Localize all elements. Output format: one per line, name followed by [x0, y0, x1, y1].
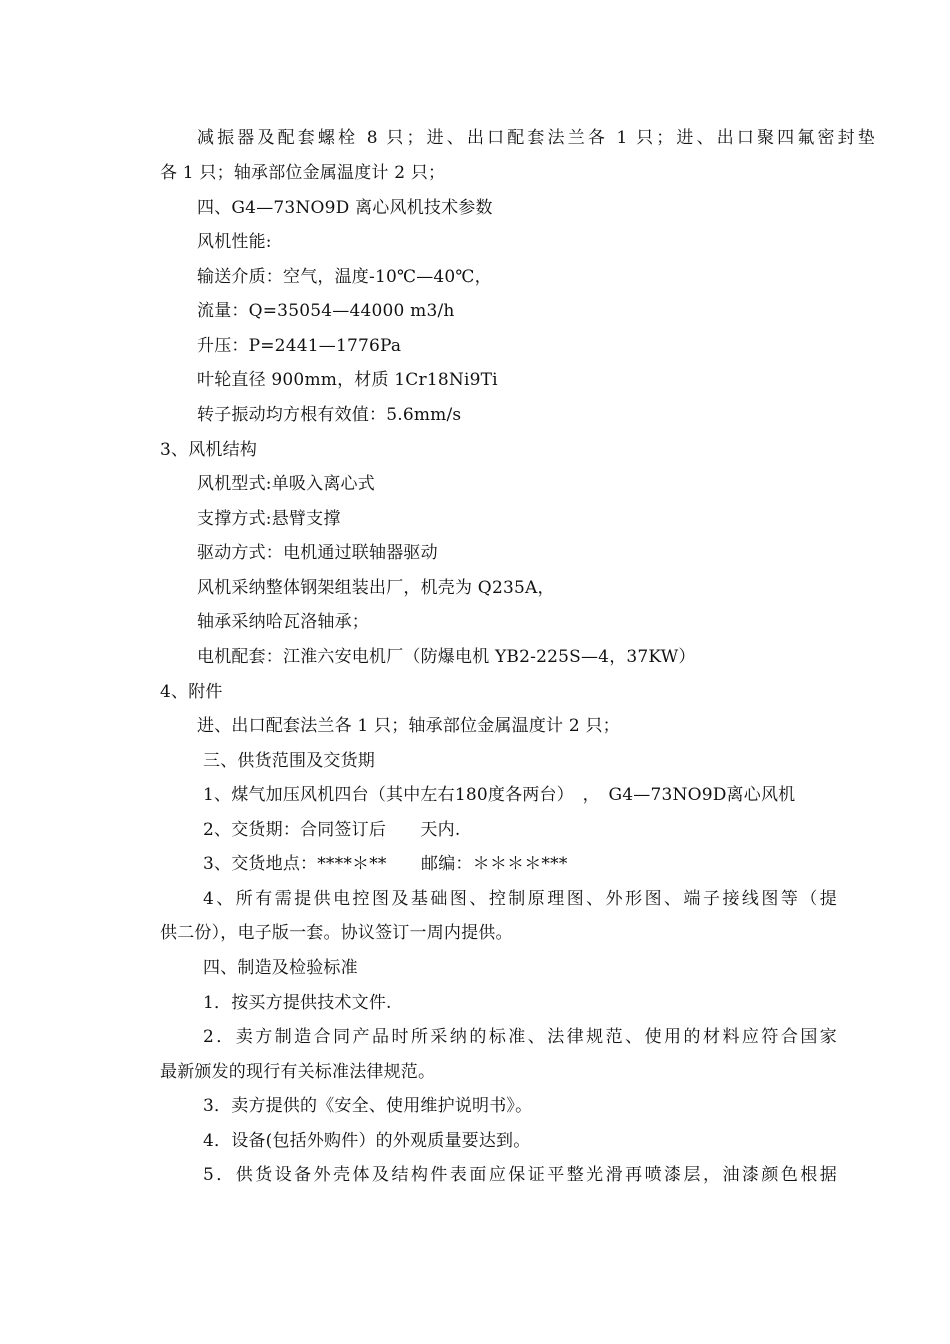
- text-line: 1．按买方提供技术文件.: [203, 993, 392, 1013]
- text-line: 最新颁发的现行有关标准法律规范。: [160, 1062, 436, 1082]
- text-line: 1、煤气加压风机四台（其中左右180度各两台） ， G4—73NO9D离心风机: [203, 785, 796, 805]
- text-line: 风机采纳整体钢架组装出厂，机壳为 Q235A，: [197, 578, 555, 598]
- text-line: 风机型式:单吸入离心式: [197, 474, 375, 494]
- text-line: 5．供货设备外壳体及结构件表面应保证平整光滑再喷漆层，油漆颜色根据: [203, 1165, 837, 1185]
- text-line: 进、出口配套法兰各 1 只；轴承部位金属温度计 2 只；: [197, 716, 620, 736]
- text-line: 驱动方式：电机通过联轴器驱动: [197, 543, 438, 563]
- section-heading: 3、风机结构: [160, 440, 258, 460]
- section-heading: 四、G4—73NO9D 离心风机技术参数: [197, 198, 493, 218]
- text-line: 4．设备(包括外购件）的外观质量要达到。: [203, 1131, 531, 1151]
- text-line: 升压：P=2441—1776Pa: [197, 336, 402, 356]
- text-line: 2、交货期：合同签订后 天内.: [203, 820, 461, 840]
- text-line: 3．卖方提供的《安全、使用维护说明书》。: [203, 1096, 533, 1116]
- text-line: 电机配套：江淮六安电机厂（防爆电机 YB2-225S—4，37KW）: [197, 647, 696, 667]
- text-line: 叶轮直径 900mm，材质 1Cr18Ni9Ti: [197, 370, 498, 390]
- text-line: 供二份），电子版一套。协议签订一周内提供。: [160, 923, 513, 943]
- text-line: 减振器及配套螺栓 8 只；进、出口配套法兰各 1 只；进、出口聚四氟密封垫: [197, 128, 875, 148]
- text-line: 风机性能:: [197, 232, 272, 252]
- text-line: 输送介质：空气，温度-10℃—40℃，: [197, 267, 492, 287]
- section-heading: 三、供货范围及交货期: [203, 751, 375, 771]
- text-line: 支撑方式:悬臂支撑: [197, 509, 341, 529]
- text-line: 2．卖方制造合同产品时所采纳的标准、法律规范、使用的材料应符合国家: [203, 1027, 837, 1047]
- text-line: 轴承采纳哈瓦洛轴承；: [197, 612, 369, 632]
- text-line: 各 1 只；轴承部位金属温度计 2 只；: [160, 163, 446, 183]
- section-heading: 4、附件: [160, 682, 223, 702]
- text-line: 3、交货地点：****＊** 邮编：＊＊＊＊***: [203, 854, 568, 874]
- text-line: 4、所有需提供电控图及基础图、控制原理图、外形图、端子接线图等（提: [203, 889, 837, 909]
- text-line: 转子振动均方根有效值：5.6mm/s: [197, 405, 462, 425]
- text-line: 流量：Q=35054—44000 m3/h: [197, 301, 455, 321]
- section-heading: 四、制造及检验标准: [203, 958, 358, 978]
